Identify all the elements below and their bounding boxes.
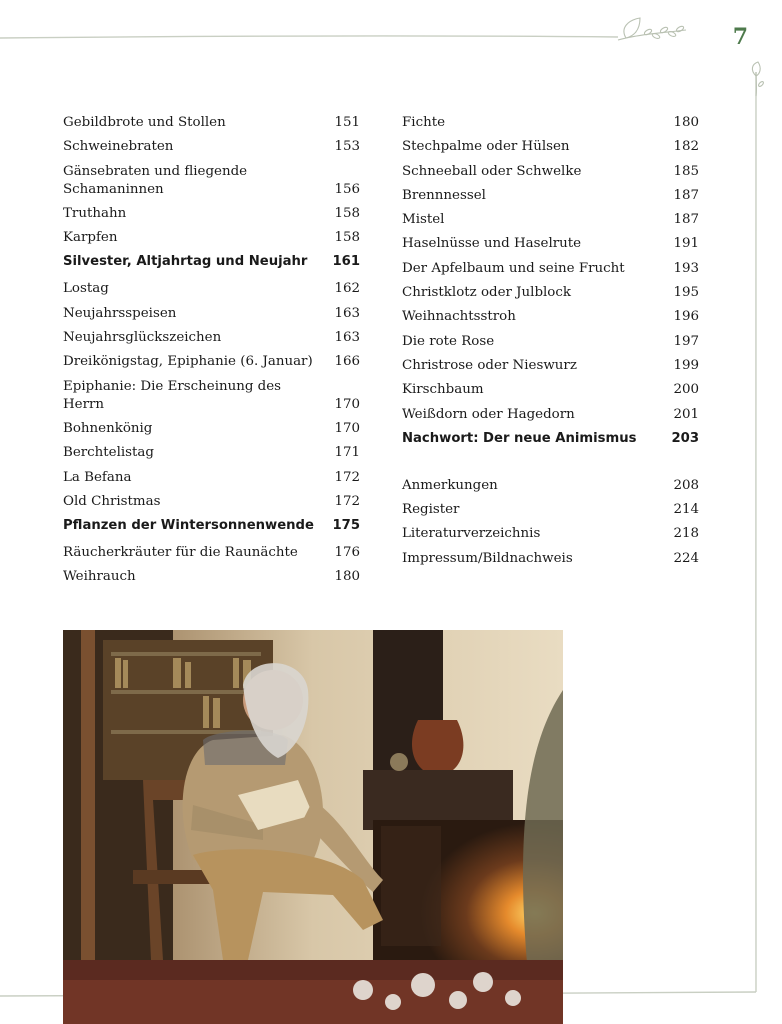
toc-entry-page: 218	[673, 526, 699, 542]
toc-entry-page: 193	[673, 260, 699, 276]
toc-entry-page: 163	[334, 305, 360, 321]
toc-entry	[63, 444, 360, 462]
toc-entry	[402, 114, 699, 132]
toc-entry	[402, 333, 699, 351]
toc-entry-page: 166	[334, 354, 360, 370]
toc-entry-title: Bohnenkönig	[63, 420, 153, 436]
toc-entry-page: 176	[334, 545, 360, 561]
toc-entry-title: Literaturverzeichnis	[402, 526, 541, 542]
toc-entry	[63, 205, 360, 223]
toc-entry-page: 196	[673, 309, 699, 325]
toc-entry-page: 161	[332, 254, 360, 270]
toc-entry-page: 175	[332, 518, 360, 534]
toc-entry	[402, 211, 699, 229]
toc-gap	[402, 457, 699, 477]
toc-entry-page: 153	[334, 139, 360, 155]
toc-entry-page: 203	[671, 430, 699, 446]
toc-entry	[63, 544, 360, 562]
toc-entry	[63, 378, 360, 414]
toc-entry	[402, 550, 699, 568]
toc-entry-title: Berchtelistag	[63, 445, 154, 461]
toc-entry-title: Nachwort: Der neue Animismus	[402, 430, 637, 446]
leaf-sprig-icon	[752, 62, 764, 96]
toc-entry	[402, 308, 699, 326]
toc-entry-page: 208	[673, 477, 699, 493]
toc-entry-page: 224	[673, 550, 699, 566]
toc-entry-title: Gebildbrote und Stollen	[63, 115, 226, 130]
toc-entry-title: Old Christmas	[63, 493, 161, 509]
toc-entry	[402, 187, 699, 205]
toc-entry-page: 191	[673, 236, 699, 252]
toc-entry-page: 158	[334, 230, 360, 246]
frame-top-line	[0, 36, 618, 38]
toc-entry-page: 172	[334, 493, 360, 509]
toc-section-heading	[63, 517, 360, 535]
toc-entry-page: 182	[673, 139, 699, 155]
toc-entry	[402, 525, 699, 543]
toc-entry-page: 197	[673, 333, 699, 349]
toc-entry-page: 156	[334, 181, 360, 197]
toc-entry-title: Lostag	[63, 281, 109, 297]
toc-entry-title: Gänsebraten und fliegende Schamaninnen	[63, 163, 248, 197]
toc-entry	[402, 260, 699, 278]
toc-entry	[63, 568, 360, 586]
page-number: 7	[732, 24, 748, 50]
toc-section-heading	[402, 430, 699, 448]
toc-entry-page: 199	[673, 357, 699, 373]
toc-entry	[402, 477, 699, 495]
toc-entry	[63, 163, 360, 199]
toc-entry-title: Haselnüsse und Haselrute	[402, 236, 582, 252]
toc-entry	[402, 138, 699, 156]
frame-right-line	[755, 72, 756, 992]
toc-entry-title: Christklotz oder Julblock	[402, 285, 571, 301]
toc-entry-page: 214	[673, 502, 699, 518]
toc-entry-title: Neujahrsspeisen	[63, 305, 177, 321]
toc-entry	[402, 406, 699, 424]
toc-entry-title: Anmerkungen	[402, 477, 498, 493]
toc-entry-title: Neujahrsglückszeichen	[63, 330, 222, 346]
toc-entry-page: 158	[334, 205, 360, 221]
toc-entry	[402, 235, 699, 253]
toc-entry	[402, 357, 699, 375]
toc-entry-title: Impressum/Bildnachweis	[402, 550, 573, 566]
toc-entry-page: 172	[334, 469, 360, 485]
fireplace-photo	[63, 630, 563, 1024]
toc-entry	[402, 381, 699, 399]
toc-entry-title: La Befana	[63, 469, 132, 485]
toc-entry-page: 170	[334, 420, 360, 436]
toc-entry-page: 187	[673, 187, 699, 203]
toc-entry-title: Karpfen	[63, 230, 118, 246]
toc-entry-page: 151	[334, 115, 360, 130]
toc-section-heading	[63, 253, 360, 271]
leaf-branch-icon	[618, 18, 686, 40]
toc-entry	[63, 353, 360, 371]
toc-entry	[63, 280, 360, 298]
toc-entry-page: 170	[334, 396, 360, 412]
toc-entry-page: 201	[673, 406, 699, 422]
toc-entry-page: 200	[673, 382, 699, 398]
toc-left-column	[63, 114, 360, 593]
toc-entry-title: Pflanzen der Wintersonnenwende	[63, 518, 314, 534]
toc-entry	[402, 501, 699, 519]
toc-entry-title: Kirschbaum	[402, 382, 484, 398]
toc-entry	[63, 114, 360, 132]
toc-right-column	[402, 114, 699, 574]
toc-entry-title: Epiphanie: Die Erscheinung des Herrn	[63, 378, 282, 412]
toc-entry-title: Schneeball oder Schwelke	[402, 163, 582, 179]
toc-entry	[63, 420, 360, 438]
toc-entry-title: Der Apfelbaum und seine Frucht	[402, 260, 625, 276]
toc-entry-title: Brennnessel	[402, 187, 486, 203]
toc-entry	[63, 305, 360, 323]
toc-entry	[63, 229, 360, 247]
toc-entry-title: Schweinebraten	[63, 139, 174, 155]
toc-entry-page: 171	[334, 445, 360, 461]
toc-entry-title: Truthahn	[63, 205, 127, 221]
toc-entry-page: 180	[673, 115, 699, 130]
toc-entry	[63, 329, 360, 347]
toc-entry-page: 185	[673, 163, 699, 179]
toc-entry-title: Register	[402, 502, 460, 518]
toc-entry	[63, 469, 360, 487]
toc-entry-page: 163	[334, 330, 360, 346]
toc-entry-title: Weihrauch	[63, 569, 136, 585]
toc-entry	[402, 163, 699, 181]
toc-entry-page: 180	[334, 569, 360, 585]
toc-entry-title: Die rote Rose	[402, 333, 495, 349]
toc-entry-title: Dreikönigstag, Epiphanie (6. Januar)	[63, 354, 313, 370]
toc-entry-title: Weihnachtsstroh	[402, 309, 516, 325]
toc-entry	[63, 493, 360, 511]
toc-entry-title: Räucherkräuter für die Raunächte	[63, 545, 298, 561]
toc-entry-title: Mistel	[402, 212, 445, 228]
toc-entry-page: 195	[673, 285, 699, 301]
toc-entry-page: 162	[334, 281, 360, 297]
toc-entry-title: Stechpalme oder Hülsen	[402, 139, 570, 155]
toc-entry	[63, 138, 360, 156]
toc-entry-title: Weißdorn oder Hagedorn	[402, 406, 575, 422]
toc-entry	[402, 284, 699, 302]
toc-entry-page: 187	[673, 212, 699, 228]
toc-entry-title: Fichte	[402, 115, 446, 130]
toc-entry-title: Silvester, Altjahrtag und Neujahr	[63, 254, 308, 270]
toc-entry-title: Christrose oder Nieswurz	[402, 357, 577, 373]
